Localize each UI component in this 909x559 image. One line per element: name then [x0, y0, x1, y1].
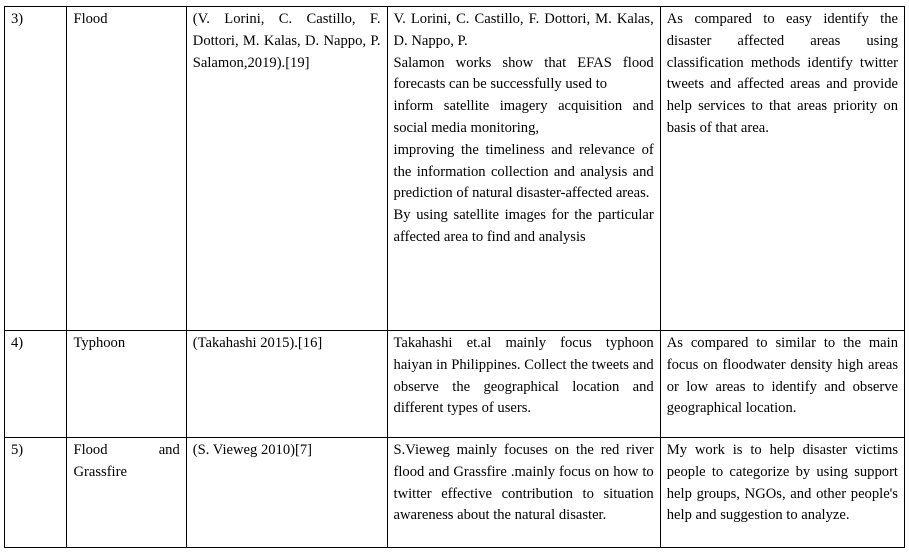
authors-citation: (Takahashi 2015).[16]	[186, 331, 387, 438]
table-row	[5, 438, 905, 548]
row-number: 4)	[5, 331, 67, 438]
description-paragraph: By using satellite images for the particular affected area to find and analysis	[393, 207, 654, 245]
disaster-type: Flood and Grassfire	[67, 438, 186, 548]
description-paragraph: inform satellite imagery acquisition and social media monitoring,	[393, 98, 654, 136]
table-row	[5, 7, 905, 331]
work-description	[387, 7, 660, 331]
literature-comparison-table	[4, 6, 905, 548]
description-paragraph: V. Lorini, C. Castillo, F. Dottori, M. Kalas, D. Nappo, P.	[393, 11, 654, 49]
authors-citation: (V. Lorini, C. Castillo, F. Dottori, M. Kalas, D. Nappo, P. Salamon,2019).[19]	[186, 7, 387, 331]
description-paragraph: S.Vieweg mainly focuses on the red river flood and Grassfire .mainly focus on how to twitter effective contribution to situation awareness about the natural disaster.	[393, 442, 654, 524]
authors-citation: (S. Vieweg 2010)[7]	[186, 438, 387, 548]
disaster-type: Typhoon	[67, 331, 186, 438]
description-paragraph: Salamon works show that EFAS flood forecasts can be successfully used to	[393, 54, 654, 93]
disaster-type: Flood	[67, 7, 186, 331]
row-number: 5)	[5, 438, 67, 548]
work-description	[387, 438, 660, 548]
description-paragraph: Takahashi et.al mainly focus typhoon haiyan in Philippines. Collect the tweets and observe the geographical location and different types of users.	[393, 335, 654, 417]
row-number: 3)	[5, 7, 67, 331]
work-description	[387, 331, 660, 438]
literature-table-page	[4, 6, 905, 548]
comparison-text: As compared to easy identify the disaster affected areas using classification methods identify twitter tweets and affected areas and provide help services to that areas priority on basis of that area.	[660, 7, 904, 331]
table-row	[5, 331, 905, 438]
comparison-text: My work is to help disaster victims people to categorize by using support help groups, NGOs, and other people's help and suggestion to analyze.	[660, 438, 904, 548]
comparison-text: As compared to similar to the main focus on floodwater density high areas or low areas to identify and observe geographical location.	[660, 331, 904, 438]
description-paragraph: improving the timeliness and relevance of the information collection and analysis and prediction of natural disaster-affected areas.	[393, 141, 654, 202]
